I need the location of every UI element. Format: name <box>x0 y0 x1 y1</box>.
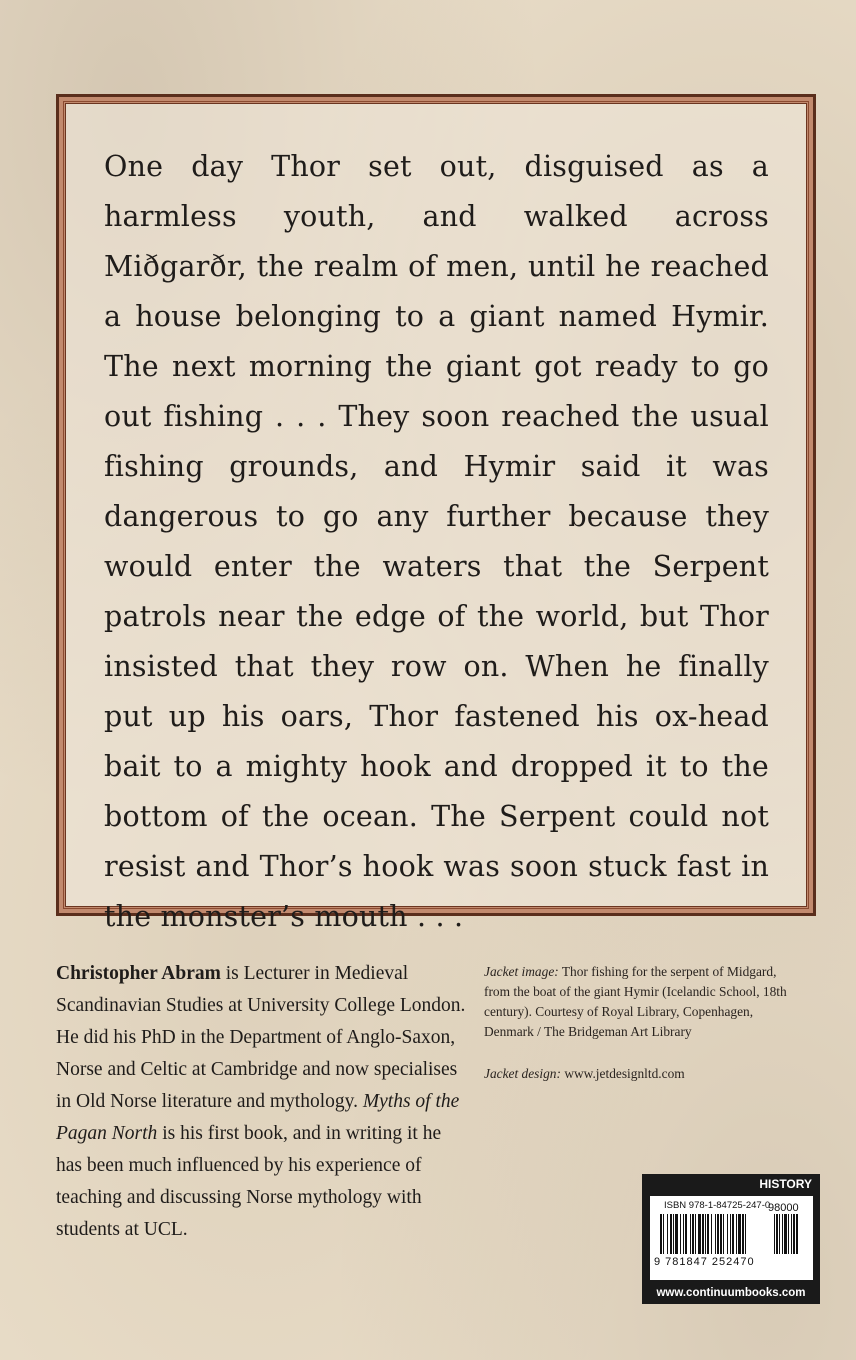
bio-text-1: is Lecturer in Medieval Scandinavian Studies at University College London. He did his PhD in the Department of Anglo-Saxon, Norse and Celtic at Cambridge and now specialises in Old Norse literature and mythology. <box>56 963 466 1112</box>
jacket-image-text: Thor fishing for the serpent of Midgard, from the boat of the giant Hymir (Icelandic School, 18th century). Courtesy of Royal Library, Copenhagen, Denmark / The Bridgeman Art Library <box>484 964 787 1039</box>
category-label: HISTORY <box>759 1177 812 1191</box>
barcode-area <box>650 1196 813 1280</box>
book-title: Myths of the Pagan North <box>56 1091 460 1144</box>
jacket-design-credit <box>484 1064 804 1084</box>
jacket-design-text: www.jetdesignltd.com <box>560 1066 685 1081</box>
jacket-credits <box>484 962 804 1084</box>
jacket-design-label: Jacket design: <box>484 1066 561 1081</box>
isbn-text: ISBN 978-1-84725-247-0 <box>664 1200 771 1211</box>
publisher-website: www.continuumbooks.com <box>656 1287 806 1299</box>
author-bio <box>56 958 468 1246</box>
author-name: Christopher Abram <box>56 963 221 984</box>
quote-text: One day Thor set out, disguised as a harmless youth, and walked across Miðgarðr, the realm of men, until he reached a house belonging to a giant named Hymir. The next morning the giant got ready to go out fishing . . . They soon reached the usual fishing grounds, and Hymir said it was dangerous to go any further because they would enter the waters that the Serpent patrols near the edge of the world, but Thor insisted that they row on. When he finally put up his oars, Thor fastened his ox-head bait to a mighty hook and dropped it to the bottom of the ocean. The Serpent could not resist and Thor’s hook was soon stuck fast in the monster’s mouth . . . <box>104 150 769 933</box>
bio-text-2: is his first book, and in writing it he has been much influenced by his experience of teaching and discussing Norse mythology with students at UCL. <box>56 1123 442 1240</box>
barcode-number: 9 781847 252470 <box>654 1256 755 1268</box>
price-code: 98000 <box>768 1202 799 1214</box>
barcode-bars <box>660 1214 810 1258</box>
barcode-panel <box>642 1174 820 1304</box>
jacket-image-credit <box>484 962 804 1042</box>
jacket-image-label: Jacket image: <box>484 964 559 979</box>
